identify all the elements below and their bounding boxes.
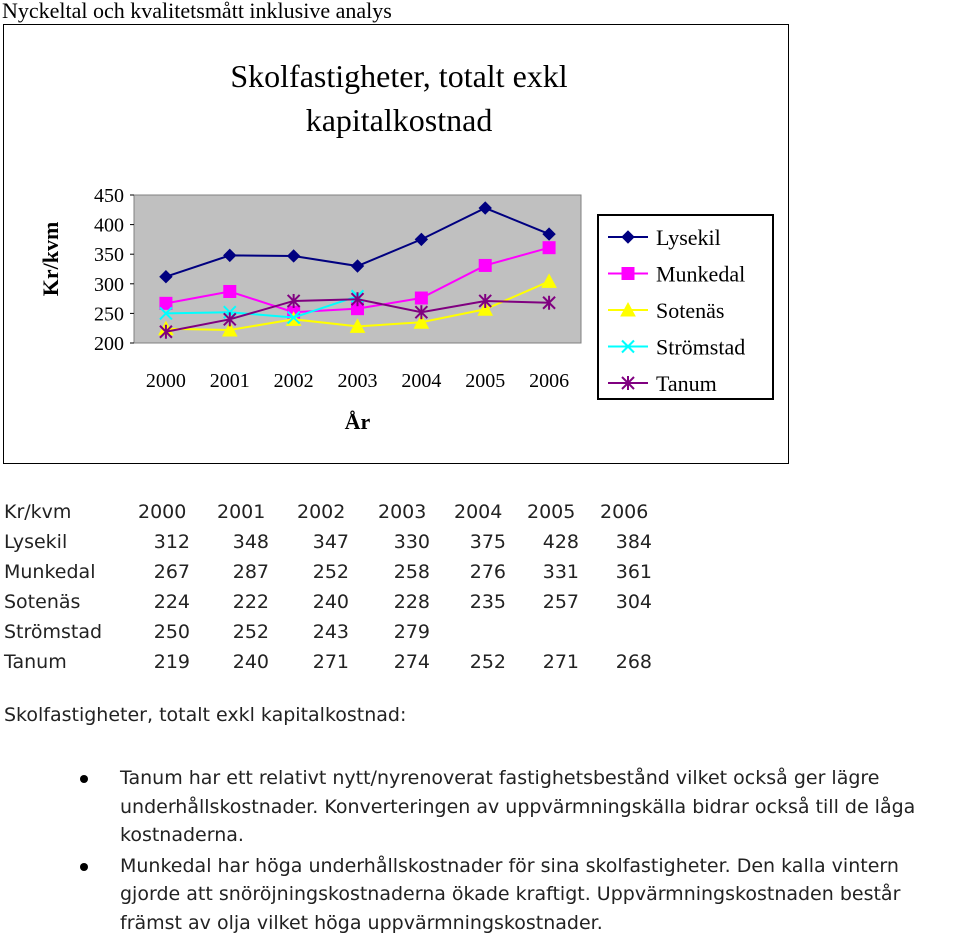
table-header-label: Kr/kvm [4,501,72,523]
table-header-year: 2002 [297,501,346,523]
table-row-label: Lysekil [4,531,68,553]
table-cell: 252 [232,621,269,643]
table-cell: 257 [542,591,579,613]
y-tick-label: 400 [94,214,124,237]
table-cell: 304 [615,591,652,613]
table-cell: 331 [542,561,579,583]
list-item [80,764,958,850]
table-cell: 361 [615,561,652,583]
legend-label-soten-s: Sotenäs [656,298,725,323]
x-tick-label: 2005 [465,370,506,392]
page-header: Nyckeltal och kvalitetsmått inklusive analys [2,0,392,23]
y-axis-title: Kr/kvm [38,221,63,297]
table-cell: 375 [469,531,506,553]
table-cell: 252 [312,561,349,583]
table-cell: 271 [312,651,349,673]
table-cell: 279 [393,621,430,643]
x-axis-title: År [344,409,371,434]
chart-title-line-2: kapitalkostnad [305,102,493,138]
x-tick-label: 2002 [273,370,314,392]
table-cell: 271 [542,651,579,673]
y-tick-label: 250 [94,303,124,326]
y-tick-label: 200 [94,333,124,355]
table-cell: 235 [469,591,506,613]
table-row-label: Strömstad [4,621,103,643]
table-cell: 384 [615,531,652,553]
table-cell: 268 [615,651,652,673]
table-row-label: Munkedal [4,561,96,583]
chart-title-line-1: Skolfastigheter, totalt exkl [230,58,568,94]
x-tick-label: 2000 [145,370,186,392]
table-cell: 267 [153,561,190,583]
legend-marker-munkedal [622,268,634,280]
data-point-munkedal [224,285,236,297]
legend-label-lysekil: Lysekil [656,225,721,250]
y-tick-label: 300 [94,273,124,296]
data-point-munkedal [160,297,172,309]
table-cell: 240 [232,651,269,673]
table-cell: 287 [232,561,269,583]
bullet-text: Munkedal har höga underhållskostnader för sina skolfastigheter. Den kalla vintern gjorde att snöröjningskostnaderna ökade kraftigt. Uppvärmningskostnaden består främst av olja vilket höga uppvärmningskostnader. [120,854,901,934]
table-cell: 219 [153,651,190,673]
table-header-year: 2003 [378,501,427,523]
table-header-year: 2000 [138,501,187,523]
data-point-munkedal [543,242,555,254]
line-chart [4,25,790,465]
bullet-text: Tanum har ett relativt nytt/nyrenoverat fastighetsbestånd vilket också ger lägre underhållskostnader. Konverteringen av uppvärmningskälla bidrar också till de låga kostnaderna. [120,767,916,846]
y-tick-label: 350 [94,244,124,267]
table-cell: 224 [153,591,190,613]
table-cell: 276 [469,561,506,583]
legend-label-tanum: Tanum [656,371,717,396]
table-header-year: 2001 [217,501,266,523]
data-point-munkedal [415,292,427,304]
legend-label-str-mstad: Strömstad [656,334,746,360]
table-cell: 222 [232,591,269,613]
table-header-year: 2005 [527,501,576,523]
table-header-year: 2006 [600,501,649,523]
table-cell: 258 [393,561,430,583]
table-cell: 240 [312,591,349,613]
table-cell: 243 [312,621,349,643]
summary-bullets [80,764,958,939]
x-tick-label: 2003 [337,370,378,392]
table-row-label: Tanum [4,651,67,673]
x-tick-label: 2001 [209,370,250,392]
x-tick-label: 2004 [401,370,442,392]
table-cell: 330 [393,531,430,553]
table-cell: 228 [393,591,430,613]
data-point-munkedal [479,259,491,271]
bullet-icon [80,863,88,871]
table-cell: 312 [153,531,190,553]
y-tick-label: 450 [94,185,124,207]
chart-frame [3,24,789,464]
bullet-icon [80,775,88,783]
table-cell: 347 [312,531,349,553]
legend-label-munkedal: Munkedal [656,261,746,287]
x-tick-label: 2006 [529,370,570,392]
table-cell: 348 [232,531,269,553]
table-row-label: Sotenäs [4,591,81,613]
list-item [80,852,958,938]
summary-heading: Skolfastigheter, totalt exkl kapitalkostnad: [4,704,407,726]
table-cell: 252 [469,651,506,673]
table-cell: 274 [393,651,430,673]
table-cell: 428 [542,531,579,553]
table-header-year: 2004 [454,501,503,523]
table-cell: 250 [153,621,190,643]
